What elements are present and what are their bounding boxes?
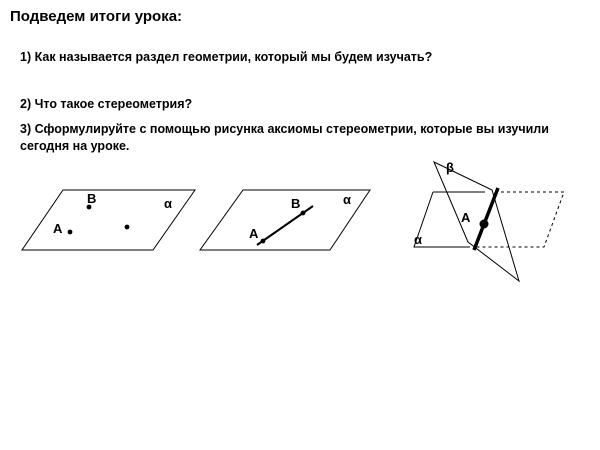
point-b-label: B [291,196,301,211]
point-b [301,211,306,216]
figure-line-in-plane [200,180,375,260]
figure-intersecting-planes [400,150,570,295]
point-a-label: A [461,210,471,225]
point-b-label: B [87,191,97,206]
point-a [480,220,489,229]
plane-alpha-label: α [414,232,422,247]
figure-points-in-plane [20,180,200,260]
question-1: 1) Как называется раздел геометрии, который мы будем изучать? [20,50,433,64]
point-c [125,225,130,230]
plane-alpha-label: α [343,192,351,207]
question-2: 2) Что такое стереометрия? [20,97,193,111]
point-a [261,239,266,244]
point-a-label: A [53,221,63,236]
plane-beta-label: β [446,160,454,175]
point-a [68,230,73,235]
slide-title: Подведем итоги урока: [10,8,183,25]
question-3: 3) Сформулируйте с помощью рисунка аксиомы стереометрии, которые вы изучили сегодня на уроке. [20,122,549,153]
plane-alpha-label: α [164,196,172,211]
point-a-label: A [249,226,259,241]
plane-beta [434,162,519,281]
